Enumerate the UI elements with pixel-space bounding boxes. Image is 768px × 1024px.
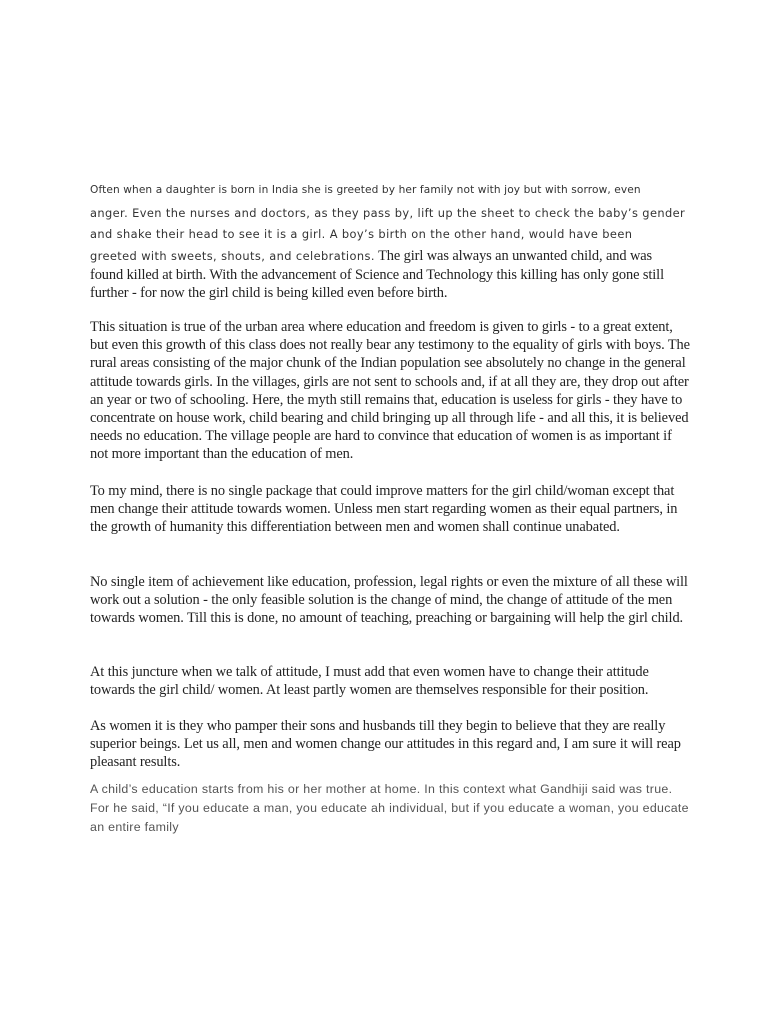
opening-line-3: and shake their head to see it is a girl. A boy’s birth on the other hand, would have been (90, 227, 633, 241)
paragraph-no-single-item: No single item of achievement like education, profession, legal rights or even the mixture of all these will work out a solution - the only feasible solution is the change of mind, the change of attitude of the men towards women. Till this is done, no amount of teaching, preaching or bargaining will help the girl child. (90, 574, 688, 627)
opening-line-5: found killed at birth. With the advancement of Science and Technology this killing has only gone still (90, 267, 664, 283)
opening-line-4-serif-part: The girl was always an unwanted child, and was (374, 248, 653, 264)
paragraph-juncture: At this juncture when we talk of attitude, I must add that even women have to change their attitude towards the girl child/ women. At least partly women are themselves responsible for their position. (90, 664, 649, 699)
opening-line-4-sans-part: greeted with sweets, shouts, and celebrations. (90, 249, 375, 263)
paragraph-opening (90, 180, 690, 300)
paragraph-pamper: As women it is they who pamper their sons and husbands till they begin to believe that they are really superior beings. Let us all, men and women change our attitudes in this regard and, I am sure it will reap pleasant results. (90, 718, 681, 771)
paragraph-urban-rural: This situation is true of the urban area where education and freedom is given to girls - to a great extent, but even this growth of this class does not really bear any testimony to the equality of girls with boys. The rural areas consisting of the major chunk of the Indian population see absolutely no change in the general attitude towards girls. In the villages, girls are not sent to schools and, if at all they are, they drop out after an year or two of schooling. Here, the myth still remains that, education is useless for girls - they have to concentrate on house work, child bearing and child bringing up all through life - and all this, it is believed needs no education. The village people are hard to convince that education of women is as important if not more important than the education of men. (90, 319, 690, 463)
paragraph-single-package: To my mind, there is no single package that could improve matters for the girl child/woman except that men change their attitude towards women. Unless men start regarding women as their equal partners, in the growth of humanity this differentiation between men and women shall continue unabated. (90, 483, 678, 536)
opening-line-6: further - for now the girl child is being killed even before birth. (90, 285, 448, 301)
paragraph-gandhiji-quote: A child’s education starts from his or her mother at home. In this context what Gandhiji said was true. For he said, “If you educate a man, you educate ah individual, but if you educate a woman, you educate an entire family (90, 782, 689, 834)
opening-line-4 (90, 247, 652, 265)
opening-line-2: anger. Even the nurses and doctors, as they pass by, lift up the sheet to check the baby’s gender (90, 206, 686, 220)
opening-line-1: Often when a daughter is born in India she is greeted by her family not with joy but with sorrow, even (90, 184, 641, 196)
